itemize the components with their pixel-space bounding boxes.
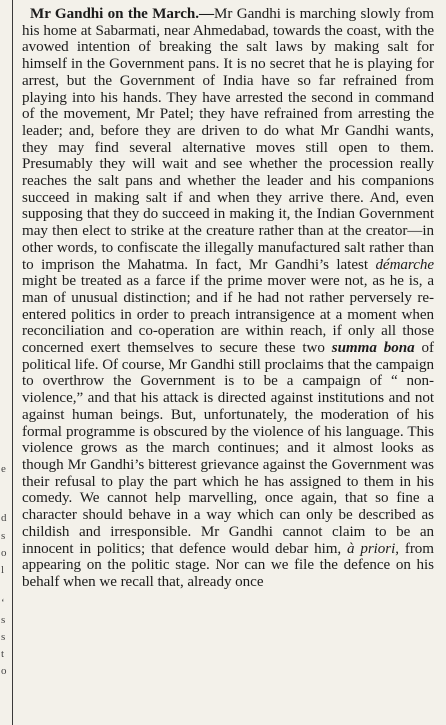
article-body-4: , from appearing on the politic stage. Nor can we file the defence on his behalf when we recall that, already once xyxy=(22,540,434,590)
news-article xyxy=(22,6,434,591)
article-body-1: Mr Gandhi is marching slowly from his home at Sabarmati, near Ahmedabad, towards the coast, with the avowed intention of breaking the salt laws by making salt for himself in the Government pans. It is no secret that he is playing for arrest, but the Government of India have so far refrained from playing into his hands. They have arrested the second in command of the movement, Mr Patel; they have refrained from arresting the leader; and, before they are driven to do what Mr Gandhi wants, they may find several alternative moves still open to them. Presumably they will wait and see whether the procession really reaches the salt pans and whether the leader and his companions succeed in making salt if and when they arrive there. And, even supposing that they do succeed in making it, the Indian Government may then elect to strike at the creature rather than at the creator—in other words, to confiscate the illegally manufactured salt rather than to imprison the Mahatma. In fact, Mr Gandhi’s latest xyxy=(22,6,435,273)
margin-fragment: o xyxy=(1,547,7,559)
margin-fragment: t xyxy=(1,648,5,660)
margin-fragment: d xyxy=(1,512,7,524)
margin-fragment: o xyxy=(1,665,7,677)
article-body-2: might be treated as a farce if the prime mover were not, as he is, a man of unusual distinction; and if he had not rather perversely re-entered politics in order to preach intransigence at a moment when reconciliation and co-operation are within reach, if only all those concerned exert themselves to secure these two xyxy=(22,273,434,357)
margin-fragment: s xyxy=(1,631,6,643)
margin-fragment: e xyxy=(1,463,6,475)
margin-fragment: ‘ xyxy=(1,597,5,609)
article-body-3: of political life. Of course, Mr Gandhi still proclaims that the campaign to overthrow the Government is to be a campaign of “ non-violence,” and that his attack is directed against institutions and not against human beings. But, unfortunately, the moderation of his formal programme is obscured by the violence of his language. This violence grows as the march continues; and it almost looks as though Mr Gandhi’s bitterest grievance against the Government was their refusal to play the part which he has assigned to them in his comedy. We cannot help marvelling, once again, that so fine a character should behave in a way which can only be described as childish and irresponsible. Mr Gandhi cannot claim to be an innocent in politics; that defence would debar him, xyxy=(22,340,435,557)
column-rule xyxy=(12,0,13,725)
margin-fragment: l xyxy=(1,564,5,576)
article-paragraph xyxy=(22,6,434,591)
article-bold-summa-bona: summa bona xyxy=(331,340,415,357)
article-heading: Mr Gandhi on the March. xyxy=(30,6,199,22)
margin-fragment: s xyxy=(1,530,6,542)
left-margin-fragments xyxy=(0,0,10,725)
article-italic-demarche: démarche xyxy=(375,256,434,273)
margin-fragment: s xyxy=(1,614,6,626)
heading-dash: — xyxy=(199,6,215,22)
article-italic-a-priori: à priori xyxy=(347,540,396,557)
